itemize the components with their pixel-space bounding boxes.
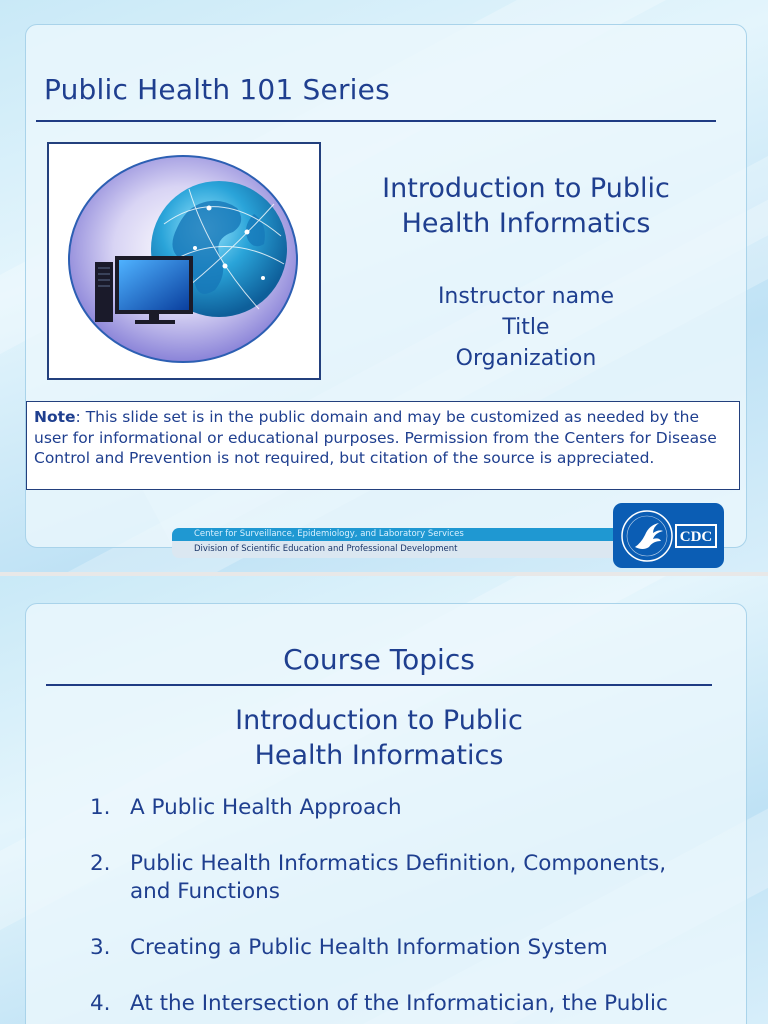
- footer-division-name: Division of Scientific Education and Professional Development: [172, 541, 642, 558]
- course-subtitle-line2: Health Informatics: [254, 740, 504, 771]
- intro-title: [340, 171, 712, 241]
- hhs-eagle-icon: [613, 503, 724, 568]
- cdc-logo: [613, 503, 724, 568]
- note-text: : This slide set is in the public domain and may be customized as needed by the user for informational or educational purposes. Permission from the Centers for Disease Control and Prevention is not required, but citation of the source is appreciated.: [34, 408, 717, 467]
- topic-list: [90, 794, 710, 1024]
- instructor-title: Title: [502, 315, 550, 340]
- title-divider: [36, 120, 716, 122]
- topic-item: [90, 990, 710, 1018]
- title-divider: [46, 684, 712, 686]
- topic-text: At the Intersection of the Informatician, the Public: [130, 991, 668, 1016]
- topic-number: 4.: [90, 991, 111, 1016]
- globe-computer-icon: [49, 144, 319, 378]
- instructor-block: [340, 281, 712, 374]
- topic-number: 2.: [90, 851, 111, 876]
- topic-text: A Public Health Approach: [130, 795, 402, 820]
- intro-title-line2: Health Informatics: [401, 208, 651, 239]
- illustration-frame: [47, 142, 321, 380]
- instructor-organization: Organization: [455, 346, 597, 371]
- footer-banner: [172, 528, 642, 558]
- course-topics-slide: [0, 576, 768, 1024]
- topic-item: [90, 934, 710, 962]
- cdc-wordmark: CDC: [679, 529, 713, 545]
- topic-number: 1.: [90, 795, 111, 820]
- instructor-name: Instructor name: [437, 284, 615, 309]
- topic-number: 3.: [90, 935, 111, 960]
- series-title: Public Health 101 Series: [44, 73, 390, 106]
- note-box: [26, 401, 740, 490]
- topic-item: [90, 794, 710, 822]
- intro-title-line1: Introduction to Public: [382, 173, 670, 204]
- course-subtitle-line1: Introduction to Public: [235, 705, 523, 736]
- topic-text: Creating a Public Health Information System: [130, 935, 608, 960]
- topic-item: [90, 850, 710, 906]
- note-label: Note: [34, 408, 76, 426]
- footer-center-name: Center for Surveillance, Epidemiology, and Laboratory Services: [172, 528, 642, 541]
- topic-text: Public Health Informatics Definition, Components, and Functions: [130, 851, 667, 904]
- course-topics-title: Course Topics: [283, 643, 475, 676]
- course-subtitle: [46, 703, 712, 773]
